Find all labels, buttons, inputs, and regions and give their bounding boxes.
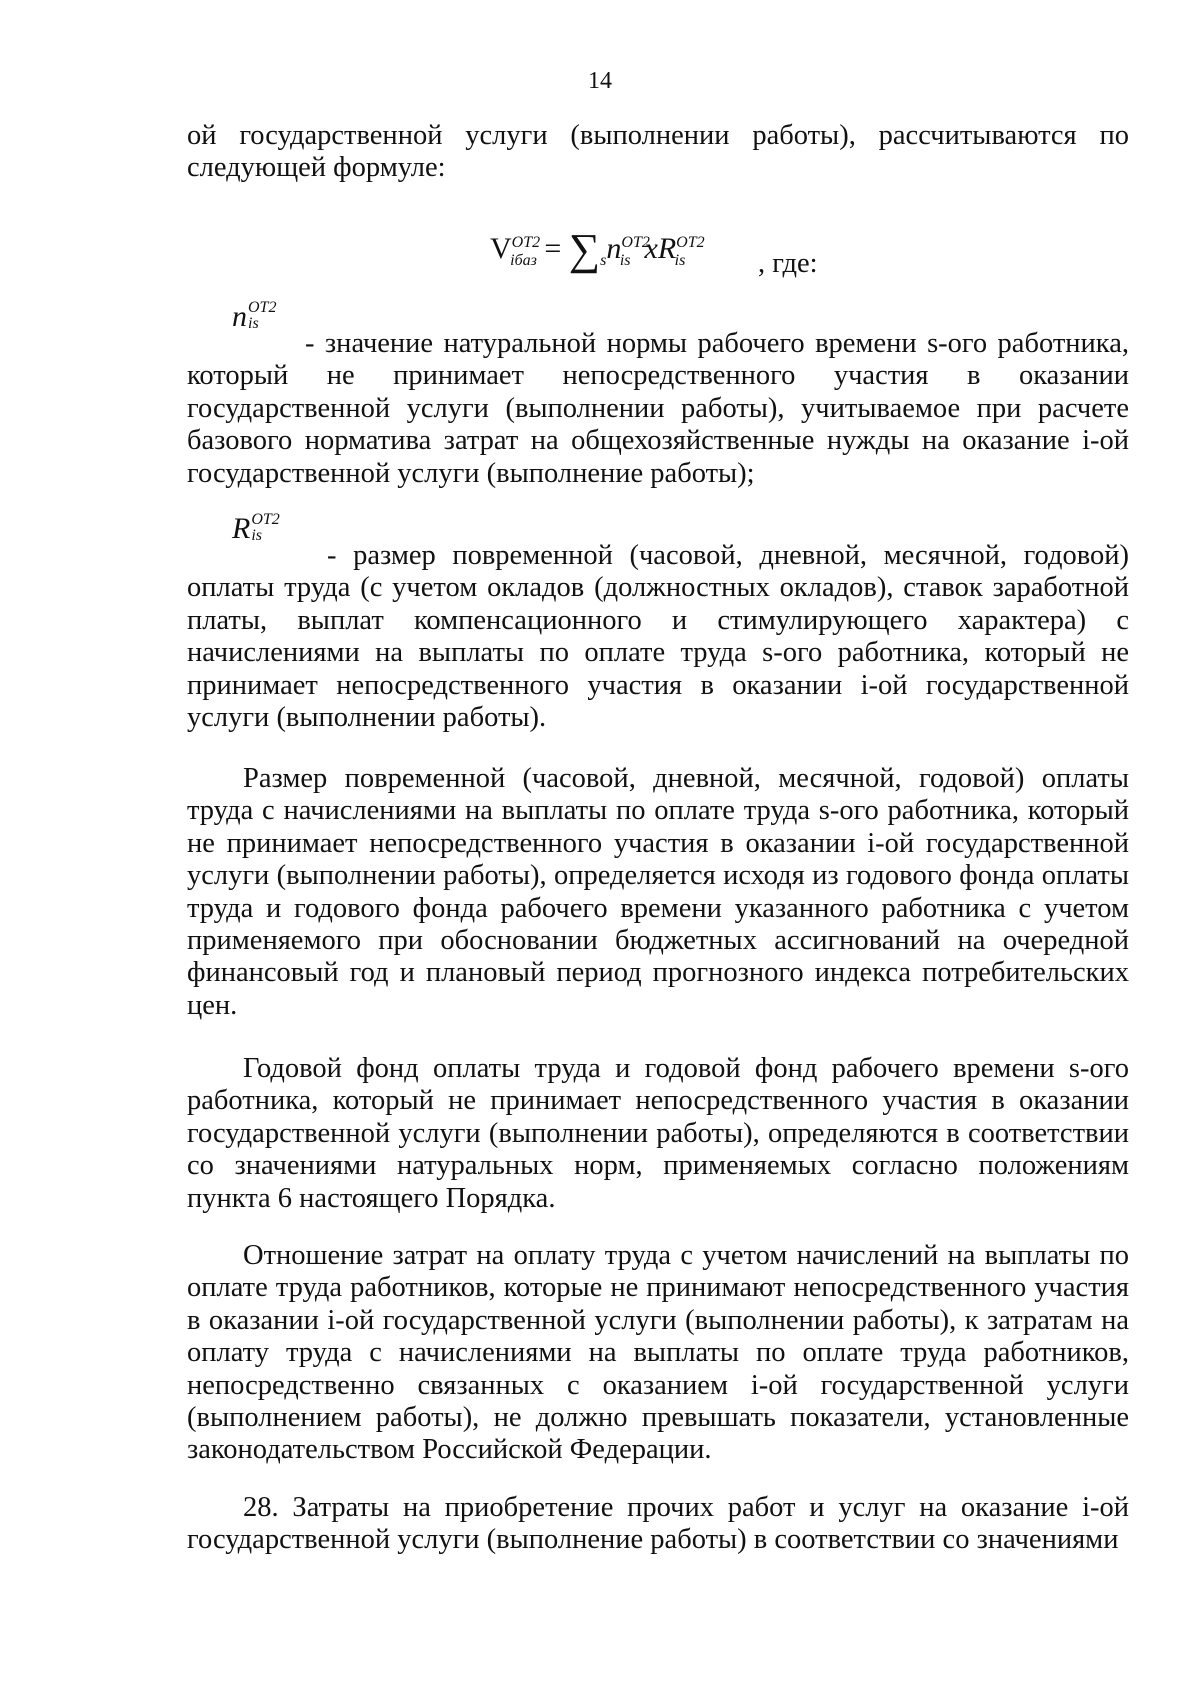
symbol-n-base: n — [232, 300, 247, 333]
formula-n-sup: ОТ2 — [621, 234, 650, 251]
formula-sum-sign: ∑ — [568, 225, 601, 274]
symbol-r-sup: ОТ2 — [251, 511, 280, 528]
definition-n — [187, 328, 1129, 490]
symbol-n-sup: ОТ2 — [248, 299, 277, 316]
symbol-r-base: R — [232, 512, 251, 545]
formula-r-sub: is — [674, 252, 686, 269]
paragraph-annual-fund: Годовой фонд оплаты труда и годовой фонд рабочего времени s-ого работника, который не принимает непосредственного участия в оказании государственной услуги (выполнении работы), определяются в соответствии со значениями натуральных норм, применяемых согласно положениям пункта 6 настоящего Порядка. — [187, 1053, 1129, 1214]
formula-n-symbol: n — [606, 232, 622, 265]
formula-n-sub: is — [619, 252, 631, 269]
intro-paragraph: ой государственной услуги (выполнении работы), рассчитываются по следующей формуле: — [187, 120, 1129, 184]
formula-lhs-sup: ОТ2 — [511, 234, 541, 251]
formula-lhs-sub: iбаз — [510, 252, 537, 269]
formula-tail: , где: — [758, 248, 818, 279]
paragraph-pay-size: Размер повременной (часовой, дневной, месячной, годовой) оплаты труда с начислениями на выплаты по оплате труда s-ого работника, который не принимает непосредственного участия в оказании i-ой государственной услуги (выполнении работы), определяется исходя из годового фонда оплаты труда и годового фонда рабочего времени указанного работника с учетом применяемого при обосновании бюджетных ассигнований на очередной финансовый год и плановый период прогнозного индекса потребительских цен. — [187, 763, 1129, 1021]
paragraph-item-28: 28. Затраты на приобретение прочих работ и услуг на оказание i-ой государственной услуги (выполнение работы) в соответствии со значениями — [187, 1492, 1129, 1556]
formula-r-symbol: R — [657, 232, 677, 265]
definition-r — [187, 540, 1129, 734]
page-number: 14 — [588, 68, 612, 94]
symbol-r-sub: is — [251, 527, 262, 544]
symbol-n-sub: is — [248, 315, 259, 332]
formula — [490, 224, 705, 275]
formula-times: x — [644, 232, 658, 265]
formula-r-sup: ОТ2 — [676, 234, 705, 251]
formula-lhs-symbol: V — [490, 232, 512, 265]
definition-r-text: - размер повременной (часовой, дневной, месячной, годовой) оплаты труда (с учетом окладов (должностных окладов), ставок заработной платы, выплат компенсационного и стимулирующего характера) с начислениями на выплаты по оплате труда s-ого работника, который не принимает непосредственного участия в оказании i-ой государственной услуги (выполнении работы). — [187, 540, 1129, 734]
formula-equals: = — [544, 232, 562, 265]
definition-n-text: - значение натуральной нормы рабочего времени s-ого работника, который не принимает непосредственного участия в оказании государственной услуги (выполнении работы), учитываемое при расчете базового норматива затрат на общехозяйственные нужды на оказание i-ой государственной услуги (выполнение работы); — [187, 328, 1129, 489]
formula-sum-sub: s — [600, 252, 607, 269]
paragraph-cost-ratio: Отношение затрат на оплату труда с учетом начислений на выплаты по оплате труда работников, которые не принимают непосредственного участия в оказании i-ой государственной услуги (выполнении работы), к затратам на оплату труда с начислениями на выплаты по оплате труда работников, непосредственно связанных с оказанием i-ой государственной услуги (выполнением работы), не должно превышать показатели, установленные законодательством Российской Федерации. — [187, 1240, 1129, 1466]
